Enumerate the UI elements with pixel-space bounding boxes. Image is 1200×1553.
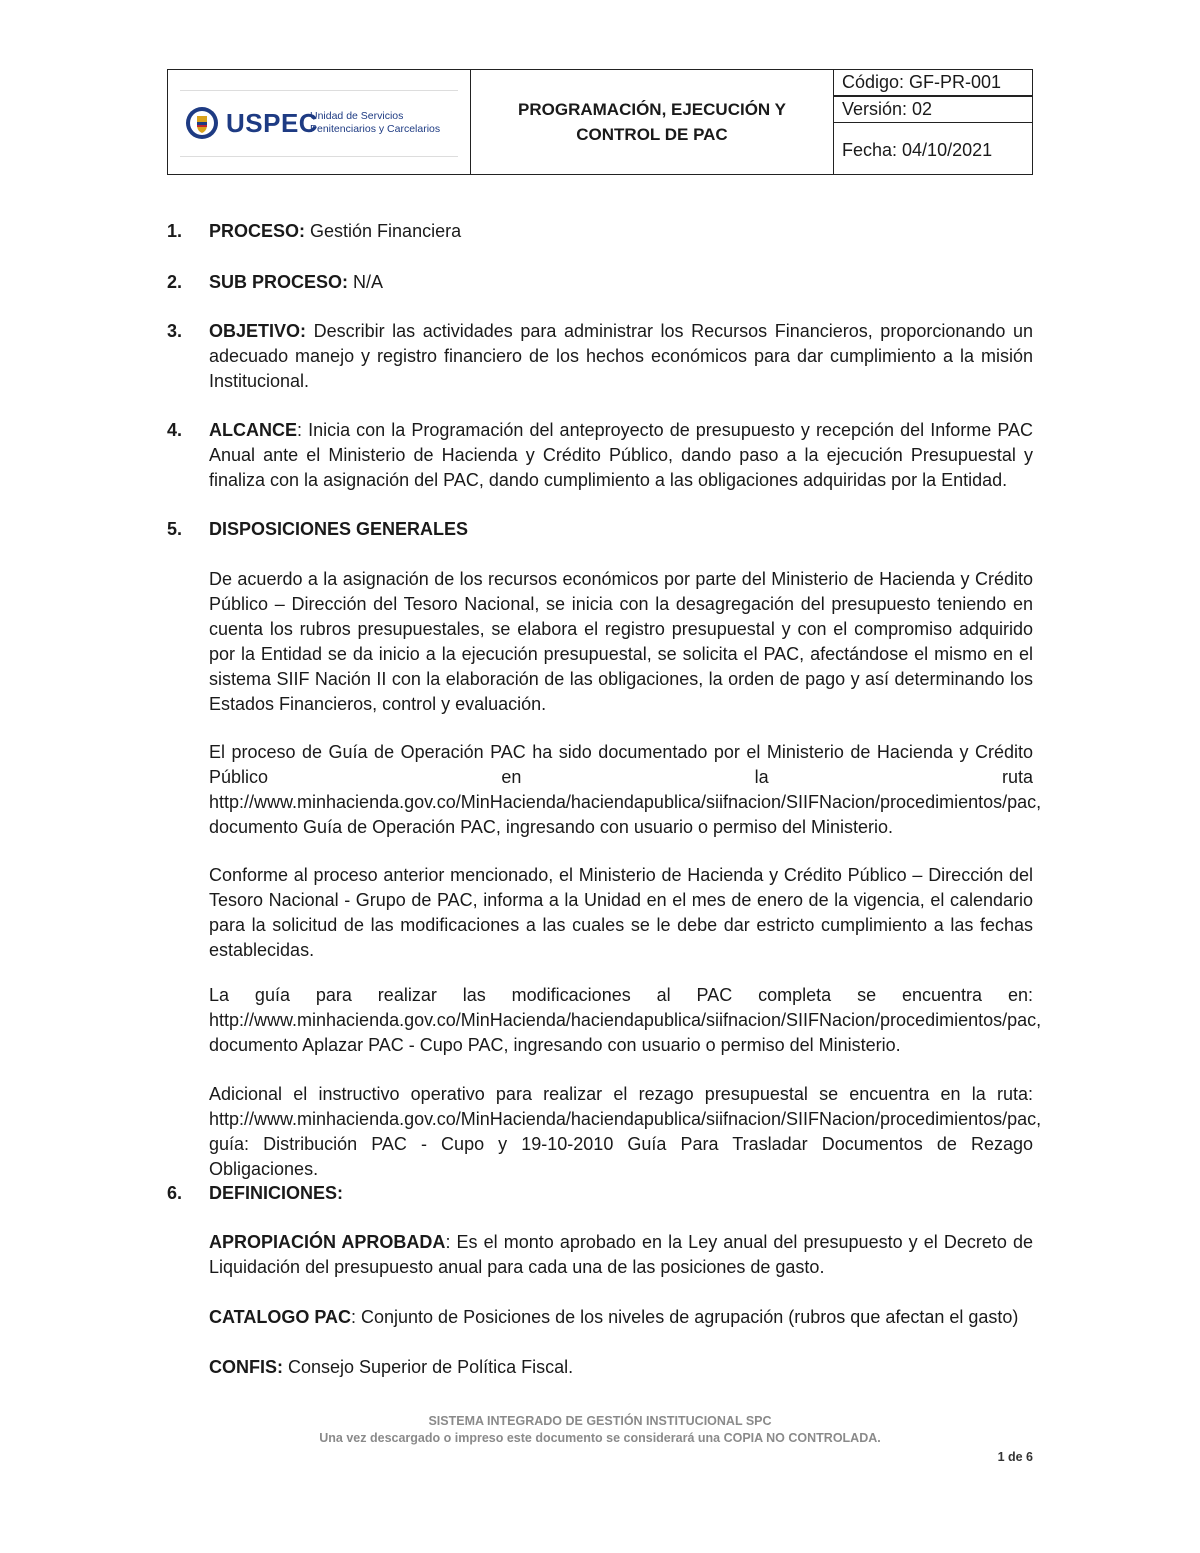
section-label: DEFINICIONES: — [209, 1183, 344, 1203]
definition-catalogo — [209, 1305, 1033, 1330]
section-alcance — [167, 418, 1033, 493]
section-label: SUB PROCESO: — [209, 272, 349, 292]
section-text: Describir las actividades para administrar los Recursos Financieros, proporcionando un adecuado manejo y registro financiero de los hechos económicos para dar cumplimiento a la misión Institucional. — [209, 321, 1033, 391]
paragraph-text: guía: Distribución PAC - Cupo y 19-10-2010 Guía Para Trasladar Documentos de Rezago Obligaciones. — [209, 1134, 1033, 1179]
section-text: : Inicia con la Programación del anteproyecto de presupuesto y recepción del Informe PAC Anual ante el Ministerio de Hacienda y Crédito Público, dando paso a la ejecución Presupuestal y finaliza con la asignación del PAC, dando cumplimiento a las obligaciones adquiridas por la Entidad. — [209, 420, 1033, 490]
paragraph-text: documento Aplazar PAC - Cupo PAC, ingresando con usuario o permiso del Ministerio. — [209, 1035, 901, 1055]
definition-term: APROPIACIÓN APROBADA — [209, 1232, 446, 1252]
section-label: ALCANCE — [209, 420, 297, 440]
codigo: Código: GF-PR-001 — [834, 70, 1032, 97]
section-label: DISPOSICIONES GENERALES — [209, 519, 469, 539]
page-number: 1 de 6 — [997, 1450, 1033, 1464]
section-number: 3. — [167, 321, 183, 341]
section-number: 1. — [167, 221, 183, 241]
document-meta — [834, 70, 1032, 174]
paragraph-text: documento Guía de Operación PAC, ingresando con usuario o permiso del Ministerio. — [209, 817, 894, 837]
section-disposiciones — [167, 517, 1033, 542]
disposiciones-paragraph-5 — [209, 1082, 1042, 1182]
section-definiciones — [167, 1181, 1033, 1206]
section-objetivo — [167, 319, 1033, 394]
fecha: Fecha: 04/10/2021 — [842, 140, 993, 160]
definition-term: CATALOGO PAC — [209, 1307, 351, 1327]
logo-cell — [168, 70, 471, 174]
disposiciones-paragraph-3: Conforme al proceso anterior mencionado, el Ministerio de Hacienda y Crédito Público – Dirección del Tesoro Nacional - Grupo de PAC, informa a la Unidad en el mes de enero de la vigencia, el calendario para la solicitud de las modificaciones a las cuales se le debe dar estricto cumplimiento a las fechas establecidas. — [209, 865, 1033, 960]
document-title — [471, 70, 834, 174]
logo-subtitle-line1: Unidad de Servicios — [310, 110, 404, 122]
logo-subtitle-line2: Penitenciarios y Carcelarios — [310, 123, 441, 135]
version: Versión: 02 — [834, 97, 1032, 123]
link-url[interactable]: http://www.minhacienda.gov.co/MinHacienda/haciendapublica/siifnacion/SIIFNacion/procedimientos/pac, — [209, 1010, 1042, 1030]
section-number: 2. — [167, 272, 183, 292]
section-text: N/A — [348, 272, 384, 292]
definition-apropiacion — [209, 1230, 1033, 1280]
disposiciones-paragraph-1: De acuerdo a la asignación de los recursos económicos por parte del Ministerio de Hacienda y Crédito Público – Dirección del Tesoro Nacional, se inicia con la desagregación del presupuesto teniendo en cuenta los rubros presupuestales, se elabora el registro presupuestal y con el compromiso adquirido por la Entidad se da inicio a la ejecución presupuestal, se solicita el PAC, afectándose el mismo en el sistema SIIF Nación II con la elaboración de las obligaciones, la orden de pago y así determinando los Estados Financieros, control y evaluación. — [209, 569, 1033, 714]
definition-text: : Es el monto aprobado en la Ley anual del presupuesto y el Decreto de Liquidación del presupuesto anual para cada una de las posiciones de gasto. — [209, 1232, 1033, 1277]
section-number: 4. — [167, 420, 183, 440]
section-label: PROCESO: — [209, 221, 306, 241]
footer-system-name: SISTEMA INTEGRADO DE GESTIÓN INSTITUCIONAL SPC — [428, 1414, 772, 1428]
section-proceso — [167, 219, 1033, 244]
paragraph-text: El proceso de Guía de Operación PAC ha sido documentado por el Ministerio de Hacienda y Crédito Público en la ruta — [209, 742, 1033, 787]
definition-confis — [209, 1355, 1033, 1380]
disposiciones-paragraph-4 — [209, 983, 1042, 1058]
document-header — [167, 69, 1033, 175]
section-subproceso — [167, 270, 1033, 295]
coat-of-arms-icon — [185, 106, 219, 140]
section-label: OBJETIVO: — [209, 321, 307, 341]
section-text: Gestión Financiera — [305, 221, 462, 241]
divider — [180, 156, 458, 157]
paragraph-text: La guía para realizar las modificaciones al PAC completa se encuentra en: — [209, 985, 1033, 1005]
title-line2: CONTROL DE PAC — [576, 125, 728, 144]
definition-term: CONFIS: — [209, 1357, 283, 1377]
link-url[interactable]: http://www.minhacienda.gov.co/MinHacienda/haciendapublica/siifnacion/SIIFNacion/procedimientos/pac, — [209, 792, 1042, 812]
paragraph-text: Adicional el instructivo operativo para realizar el rezago presupuestal se encuentra en la ruta: — [209, 1084, 1033, 1104]
definition-text: : Conjunto de Posiciones de los niveles de agrupación (rubros que afectan el gasto) — [351, 1307, 1019, 1327]
section-number: 5. — [167, 519, 183, 539]
logo-subtitle — [310, 110, 440, 136]
title-line1: PROGRAMACIÓN, EJECUCIÓN Y — [518, 100, 786, 119]
link-url[interactable]: http://www.minhacienda.gov.co/MinHacienda/haciendapublica/siifnacion/SIIFNacion/procedimientos/pac, — [209, 1109, 1042, 1129]
definition-text: Consejo Superior de Política Fiscal. — [283, 1357, 574, 1377]
footer-copy-notice: Una vez descargado o impreso este documento se considerará una COPIA NO CONTROLADA. — [319, 1431, 881, 1445]
logo-text: USPEC — [226, 108, 319, 138]
disposiciones-paragraph-2 — [209, 740, 1042, 840]
section-number: 6. — [167, 1183, 183, 1203]
divider — [180, 90, 458, 91]
